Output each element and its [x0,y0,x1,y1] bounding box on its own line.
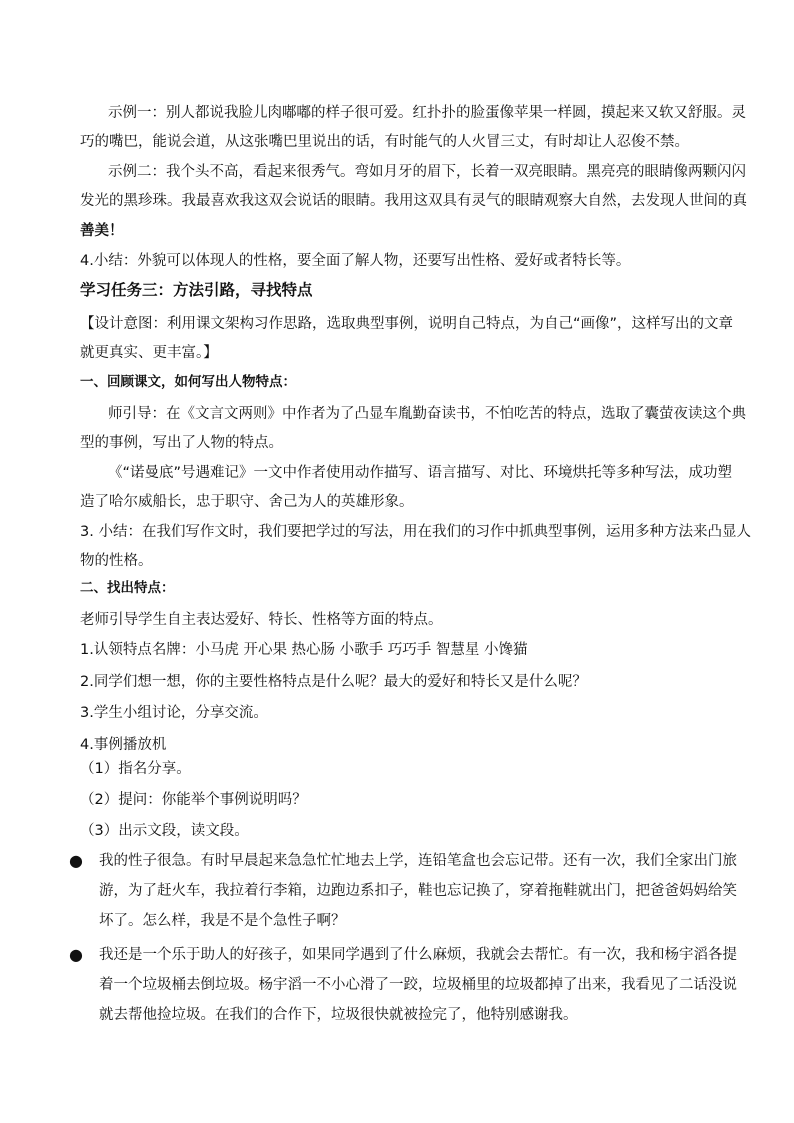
trait-name-tags: 1.认领特点名牌：小马虎 开心果 热心肠 小歌手 巧巧手 智慧星 小馋猫 [80,642,528,658]
passage-one-line-2: 游，为了赶火车，我拉着行李箱，边跑边系扣子，鞋也忘记换了，穿着拖鞋就出门，把爸爸妈妈给笑 [99,883,737,899]
section-two-heading: 二、找出特点： [80,580,175,596]
example-two-line-1: 示例二：我个头不高，看起来很秀气。弯如月牙的眉下，长着一双亮眼睛。黑亮亮的眼睛像两颗闪闪 [108,164,746,180]
design-intent-line-2: 就更真实、更丰富。】 [80,345,218,361]
normandy-line-1: 《“诺曼底”号遇难记》一文中作者使用动作描写、语言描写、对比、环境烘托等多种写法，成功塑 [108,465,733,481]
think-question: 2.同学们想一想，你的主要性格特点是什么呢？最大的爱好和特长又是什么呢？ [80,674,587,690]
bullet-icon: ● [69,945,83,964]
passage-two-line-3: 就去帮他捡垃圾。在我们的合作下，垃圾很快就被捡完了，他特别感谢我。 [99,1007,578,1023]
design-intent-line-1: 【设计意图：利用课文架构习作思路，选取典型事例，说明自己特点，为自己“画像”，这样写出的文章 [80,316,734,332]
summary-writing-line-2: 物的性格。 [80,553,153,569]
example-two-line-3: 善美！ [80,223,124,239]
passage-one-line-3: 坏了。怎么样，我是不是个急性子啊？ [99,913,346,929]
section-one-heading: 一、回顾课文，如何写出人物特点： [80,374,296,390]
teacher-guide-line-2: 型的事例，写出了人物的特点。 [80,435,283,451]
passage-one-line-1: 我的性子很急。有时早晨起来急急忙忙地去上学，连铅笔盒也会忘记带。还有一次，我们全家出门旅 [99,853,737,869]
group-discussion: 3.学生小组讨论，分享交流。 [80,705,268,721]
teacher-guide-traits: 老师引导学生自主表达爱好、特长、性格等方面的特点。 [80,612,443,628]
example-player: 4.事例播放机 [80,737,167,753]
teacher-guide-line-1: 师引导：在《文言文两则》中作者为了凸显车胤勤奋读书，不怕吃苦的特点，选取了囊萤夜读这个典 [108,406,746,422]
example-two-line-2: 发光的黑珍珠。我最喜欢我这双会说话的眼睛。我用这双具有灵气的眼睛观察大自然，去发现人世间的真 [80,193,747,209]
bullet-icon: ● [69,851,83,870]
step-question: （2）提问：你能举个事例说明吗？ [80,792,307,808]
summary-writing-line-1: 3. 小结：在我们写作文时，我们要把学过的写法，用在我们的习作中抓典型事例，运用多种方法来凸显人 [80,524,751,540]
task-three-heading: 学习任务三：方法引路，寻找特点 [80,281,313,299]
summary-appearance: 4.小结：外貌可以体现人的性格，要全面了解人物，还要写出性格、爱好或者特长等。 [80,253,631,269]
normandy-line-2: 造了哈尔威船长，忠于职守、舍己为人的英雄形象。 [80,494,414,510]
example-one-line-1: 示例一：别人都说我脸儿肉嘟嘟的样子很可爱。红扑扑的脸蛋像苹果一样圆，摸起来又软又舒服。灵 [108,105,746,121]
passage-two-line-1: 我还是一个乐于助人的好孩子，如果同学遇到了什么麻烦，我就会去帮忙。有一次，我和杨宇滔各提 [99,947,737,963]
passage-two-line-2: 着一个垃圾桶去倒垃圾。杨宇滔一不小心滑了一跤，垃圾桶里的垃圾都掉了出来，我看见了二话没说 [99,977,737,993]
example-one-line-2: 巧的嘴巴，能说会道，从这张嘴巴里说出的话，有时能气的人火冒三丈，有时却让人忍俊不禁。 [80,134,689,150]
step-share: （1）指名分享。 [80,761,191,777]
step-read: （3）出示文段，读文段。 [80,823,249,839]
